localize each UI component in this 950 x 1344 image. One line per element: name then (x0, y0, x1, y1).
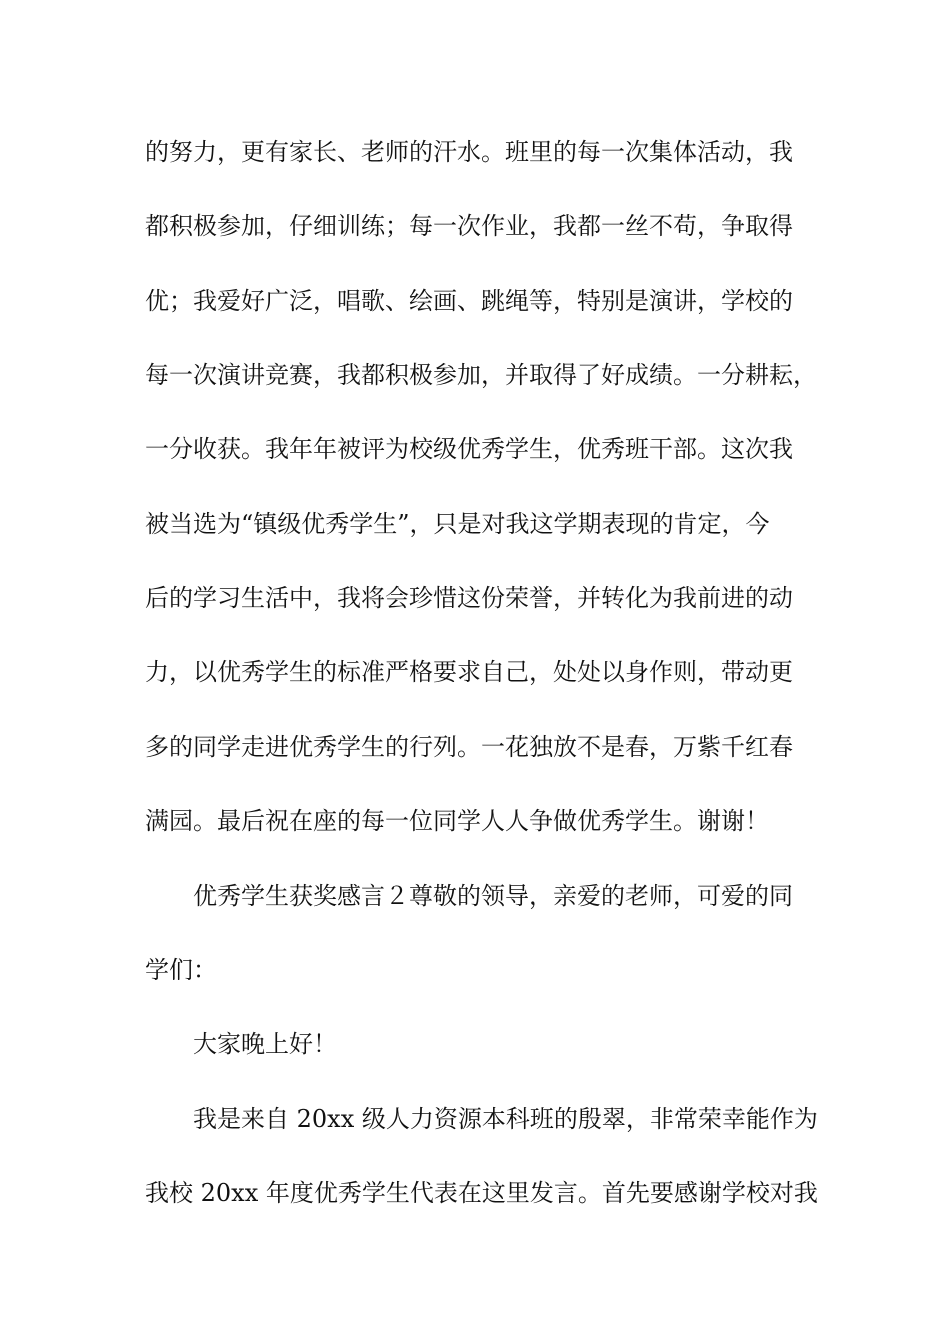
text-line: 一分收获。我年年被评为校级优秀学生，优秀班干部。这次我 (145, 435, 793, 463)
text-line: 每一次演讲竞赛，我都积极参加，并取得了好成绩。一分耕耘， (145, 361, 817, 389)
paragraph-start-line: 优秀学生获奖感言２尊敬的领导，亲爱的老师，可爱的同 (193, 882, 793, 910)
text-line: 我校 20xx 年度优秀学生代表在这里发言。首先要感谢学校对我 (145, 1179, 818, 1207)
text-line: 后的学习生活中，我将会珍惜这份荣誉，并转化为我前进的动 (145, 584, 793, 612)
text-line: 的努力，更有家长、老师的汗水。班里的每一次集体活动，我 (145, 138, 793, 166)
text-line: 力，以优秀学生的标准严格要求自己，处处以身作则，带动更 (145, 658, 793, 686)
greeting-line: 大家晚上好！ (193, 1030, 337, 1058)
text-line: 优；我爱好广泛，唱歌、绘画、跳绳等，特别是演讲，学校的 (145, 287, 793, 315)
text-line: 被当选为“镇级优秀学生”，只是对我这学期表现的肯定，今 (145, 510, 770, 538)
text-line: 多的同学走进优秀学生的行列。一花独放不是春，万紫千红春 (145, 733, 793, 761)
text-line: 都积极参加，仔细训练；每一次作业，我都一丝不苟，争取得 (145, 212, 793, 240)
text-line: 满园。最后祝在座的每一位同学人人争做优秀学生。谢谢！ (145, 807, 769, 835)
text-line: 学们： (145, 956, 217, 984)
paragraph-start-line: 我是来自 20xx 级人力资源本科班的殷翠，非常荣幸能作为 (193, 1105, 818, 1133)
